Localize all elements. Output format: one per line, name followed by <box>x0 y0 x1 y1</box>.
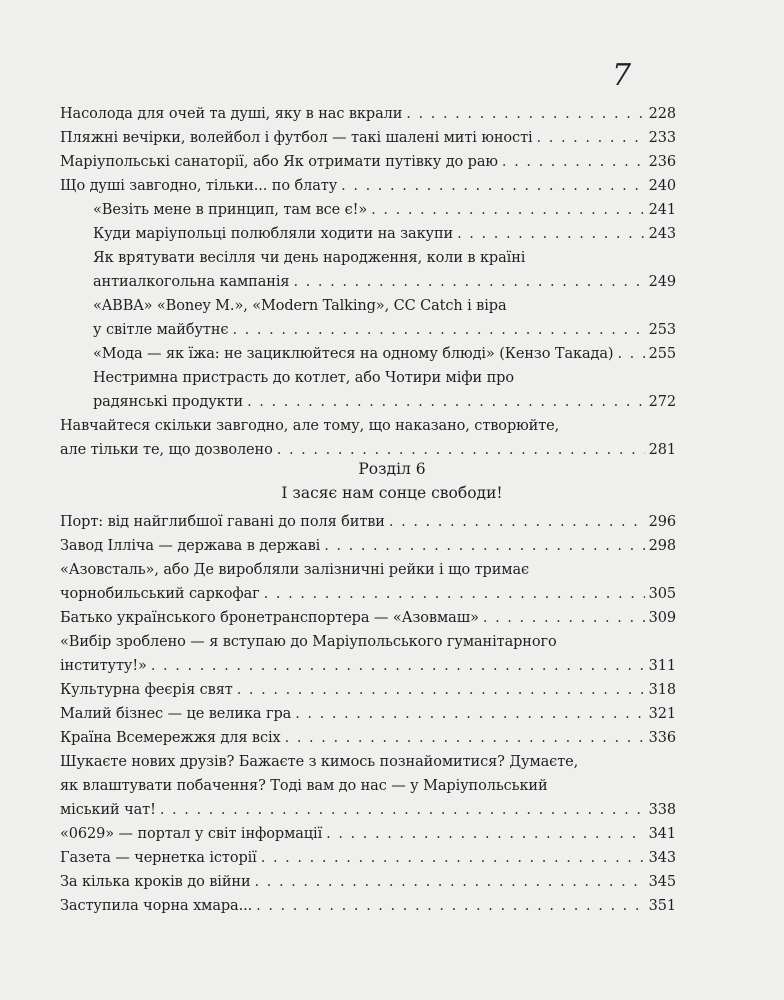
dot-leader <box>457 222 645 246</box>
toc-entry <box>93 366 676 414</box>
dot-leader <box>237 678 645 702</box>
toc-entry-title-line: Насолода для очей та душі, яку в нас вкрали <box>60 106 403 122</box>
toc-entry-title-line: Куди маріупольці полюбляли ходити на закупи <box>93 226 454 242</box>
toc-entry <box>60 606 676 630</box>
chapter-label: Розділ 6 <box>358 460 426 478</box>
toc-entry-leader-row <box>60 702 676 726</box>
dot-leader <box>341 174 644 198</box>
toc-entry <box>93 294 676 342</box>
toc-entry-leader-row <box>60 126 676 150</box>
dot-leader <box>617 342 644 366</box>
toc-entry-page: 321 <box>648 706 676 722</box>
toc-entry-page: 249 <box>648 274 676 290</box>
toc-entry-page: 351 <box>648 898 676 914</box>
dot-leader <box>293 270 644 294</box>
chapter-title: І засяє нам сонце свободи! <box>281 484 503 502</box>
toc-entry-title-line: Пляжні вечірки, волейбол і футбол — такі шалені миті юності <box>60 130 533 146</box>
toc-entry-title-line: Заступила чорна хмара... <box>60 898 253 914</box>
toc-entry-leader-row <box>93 198 676 222</box>
dot-leader <box>285 726 645 750</box>
dot-leader <box>295 702 644 726</box>
toc-entry-title-line: Газета — чернетка історії <box>60 850 257 866</box>
dot-leader <box>160 798 645 822</box>
toc-entry-page: 241 <box>648 202 676 218</box>
toc-entry-page: 305 <box>648 586 676 602</box>
toc-entry-page: 318 <box>648 682 676 698</box>
toc-entry-page: 236 <box>648 154 676 170</box>
toc-entry-leader-row <box>60 654 676 678</box>
toc-entry-leader-row <box>60 174 676 198</box>
toc-entry-leader-row <box>60 678 676 702</box>
dot-leader <box>537 126 645 150</box>
dot-leader <box>261 846 645 870</box>
toc-entry-page: 281 <box>648 442 676 458</box>
page-number: 7 <box>612 58 632 93</box>
toc-entry-title-line: як влаштувати побачення? Тоді вам до нас — у Маріупольський <box>60 778 548 794</box>
toc-entry <box>60 630 676 678</box>
toc-entry-leader-row <box>60 870 676 894</box>
toc-entry-title-line: Порт: від найглибшої гавані до поля битви <box>60 514 385 530</box>
toc-entry-title-line: «Мода — як їжа: не зациклюйтеся на одному блюді» (Кензо Такада) <box>93 346 614 362</box>
toc-entry-leader-row <box>60 582 676 606</box>
toc-entry-leader-row <box>60 846 676 870</box>
toc-entry <box>60 726 676 750</box>
toc-entry-title-line: «0629» — портал у світ інформації <box>60 826 323 842</box>
toc-entry-leader-row <box>93 342 676 366</box>
toc-entry-title-line: Культурна феєрія свят <box>60 682 233 698</box>
toc-entry-page: 272 <box>648 394 676 410</box>
dot-leader <box>371 198 644 222</box>
toc-entry-title-line: Малий бізнес — це велика гра <box>60 706 292 722</box>
dot-leader <box>255 870 645 894</box>
dot-leader <box>256 894 644 918</box>
toc-entry-title-line: «Вибір зроблено — я вступаю до Маріупольського гуманітарного <box>60 634 557 650</box>
toc-entry <box>60 558 676 606</box>
toc-entry-page: 233 <box>648 130 676 146</box>
toc-entry-page: 336 <box>648 730 676 746</box>
toc-entry-title-line: інституту!» <box>60 658 147 674</box>
dot-leader <box>264 582 645 606</box>
toc-entry-leader-row <box>60 102 676 126</box>
dot-leader <box>502 150 645 174</box>
toc-entry-title-line: Що душі завгодно, тільки... по блату <box>60 178 338 194</box>
toc-entry <box>93 198 676 222</box>
toc-entry-page: 343 <box>648 850 676 866</box>
toc-entry-title-line: Завод Ілліча — держава в державі <box>60 538 321 554</box>
toc-entry-title-line: радянські продукти <box>93 394 244 410</box>
toc-entry-leader-row <box>93 270 676 294</box>
toc-entry-page: 240 <box>648 178 676 194</box>
toc-entry-page: 341 <box>648 826 676 842</box>
toc-entry <box>60 870 676 894</box>
toc-entry-title-line: Країна Всемережжя для всіх <box>60 730 281 746</box>
toc-entry <box>60 510 676 534</box>
dot-leader <box>483 606 645 630</box>
toc-entry <box>60 102 676 126</box>
toc-entry <box>60 126 676 150</box>
toc-entry-title-line: але тільки те, що дозволено <box>60 442 273 458</box>
toc-entry <box>60 150 676 174</box>
toc-entry-title-line: Навчайтеся скільки завгодно, але тому, що наказано, створюйте, <box>60 418 560 434</box>
dot-leader <box>247 390 645 414</box>
toc-entry-title-line: Шукаєте нових друзів? Бажаєте з кимось познайомитися? Думаєте, <box>60 754 579 770</box>
toc-entry-leader-row <box>93 390 676 414</box>
toc-entry-leader-row <box>60 438 676 462</box>
toc-entry-title-line: чорнобильський саркофаг <box>60 586 260 602</box>
toc-entry-title-line: «ABBA» «Boney M.», «Modern Talking», CC Catch і віра <box>93 298 507 314</box>
dot-leader <box>326 822 645 846</box>
toc-entry-leader-row <box>93 318 676 342</box>
toc-entry <box>93 342 676 366</box>
toc-entry-title-line: міський чат! <box>60 802 156 818</box>
toc-entry <box>60 846 676 870</box>
dot-leader <box>151 654 645 678</box>
dot-leader <box>324 534 644 558</box>
toc-entry <box>60 702 676 726</box>
toc-entry-title-line: Маріупольські санаторії, або Як отримати путівку до раю <box>60 154 498 170</box>
toc-entry-page: 228 <box>648 106 676 122</box>
toc-entry-leader-row <box>60 534 676 558</box>
toc-entry <box>60 822 676 846</box>
toc-entry-leader-row <box>93 222 676 246</box>
toc-entry-leader-row <box>60 510 676 534</box>
toc-entry-title-line: «Везіть мене в принцип, там все є!» <box>93 202 368 218</box>
toc-entry-title-line: Нестримна пристрасть до котлет, або Чотири міфи про <box>93 370 514 386</box>
toc-entry <box>93 246 676 294</box>
toc-entry-page: 311 <box>648 658 676 674</box>
toc-entry <box>60 414 676 462</box>
toc-entry-page: 243 <box>648 226 676 242</box>
dot-leader <box>232 318 644 342</box>
toc-entry-page: 338 <box>648 802 676 818</box>
toc-entry-page: 253 <box>648 322 676 338</box>
toc-entry-title-line: антиалкогольна кампанія <box>93 274 290 290</box>
toc-entry <box>60 894 676 918</box>
toc-entry-page: 309 <box>648 610 676 626</box>
toc-entry-leader-row <box>60 798 676 822</box>
toc-entry-title-line: у світле майбутнє <box>93 322 229 338</box>
toc-entry-title-line: Батько українського бронетранспортера — «Азовмаш» <box>60 610 479 626</box>
toc-entry-leader-row <box>60 822 676 846</box>
toc-entry-page: 298 <box>648 538 676 554</box>
toc-entry-page: 255 <box>648 346 676 362</box>
toc-entry-leader-row <box>60 150 676 174</box>
toc-entry-leader-row <box>60 894 676 918</box>
toc-entry <box>60 678 676 702</box>
dot-leader <box>406 102 644 126</box>
dot-leader <box>389 510 645 534</box>
toc-entry <box>60 534 676 558</box>
toc-entry-title-line: Як врятувати весілля чи день народження, коли в країні <box>93 250 526 266</box>
toc-entry <box>93 222 676 246</box>
toc-entry-page: 296 <box>648 514 676 530</box>
toc-entry-page: 345 <box>648 874 676 890</box>
toc-entry-title-line: За кілька кроків до війни <box>60 874 251 890</box>
toc-entry-title-line: «Азовсталь», або Де виробляли залізничні рейки і що тримає <box>60 562 530 578</box>
toc-entry-leader-row <box>60 726 676 750</box>
dot-leader <box>277 438 645 462</box>
toc-entry <box>60 750 676 822</box>
toc-entry-leader-row <box>60 606 676 630</box>
toc-entry <box>60 174 676 198</box>
